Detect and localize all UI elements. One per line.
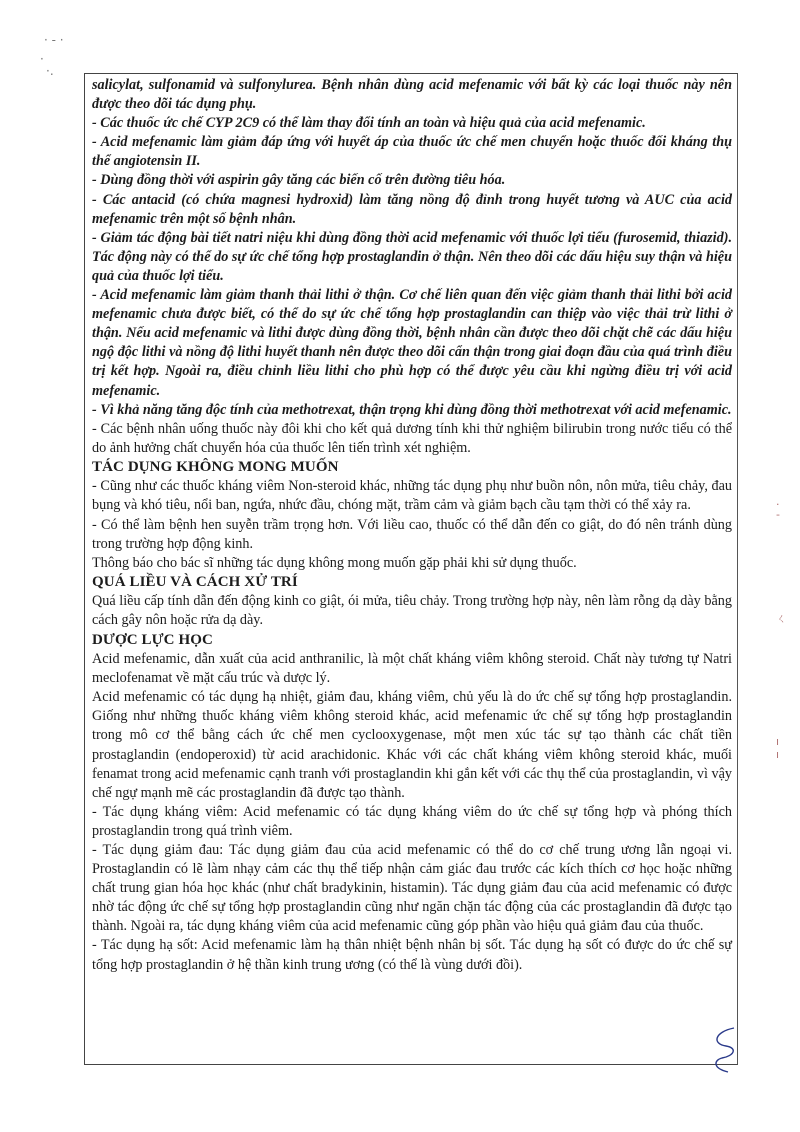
- paragraph: - Cũng như các thuốc kháng viêm Non-steroid khác, những tác dụng phụ như buồn nôn, nôn mửa, tiêu chảy, đau bụng và khó tiêu, nổi ban, ngứa, nhức đầu, chóng mặt, trầm cảm và giảm bạch cầu tạm thời có thể xảy ra.: [92, 478, 732, 514]
- paragraph: - Tác dụng kháng viêm: Acid mefenamic có tác dụng kháng viêm do ức chế sự tổng hợp và phóng thích prostaglandin trong quá trình viêm.: [92, 803, 732, 839]
- scan-speck: · ‐ ·: [44, 33, 64, 47]
- interaction-item: - Dùng đồng thời với aspirin gây tăng các biến cố trên đường tiêu hóa.: [92, 172, 506, 189]
- section-heading: TÁC DỤNG KHÔNG MONG MUỐN: [92, 458, 339, 475]
- scan-speck: ·.: [46, 64, 54, 78]
- margin-stamp-fragment: . ‐: [776, 495, 780, 521]
- interaction-item: - Acid mefenamic làm giảm đáp ứng với huyết áp của thuốc ức chế men chuyển hoặc thuốc đối kháng thụ thể angiotensin II.: [92, 134, 732, 170]
- scan-speck: ·: [40, 52, 44, 66]
- interaction-item: - Giảm tác động bài tiết natri niệu khi dùng đồng thời acid mefenamic với thuốc lợi tiểu (furosemid, thiazid). Tác động này có thể do sự ức chế tổng hợp prostaglandin ở thận. Nên theo dõi các dấu hiệu suy thận và hiệu quả của thuốc lợi tiểu.: [92, 229, 732, 284]
- signature-mark: [704, 1024, 744, 1074]
- document-body: [92, 76, 732, 975]
- interaction-item: - Các thuốc ức chế CYP 2C9 có thể làm thay đổi tính an toàn và hiệu quả của acid mefenamic.: [92, 115, 646, 132]
- paragraph: Thông báo cho bác sĩ những tác dụng không mong muốn gặp phải khi sử dụng thuốc.: [92, 554, 577, 571]
- paragraph: - Tác dụng giảm đau: Tác dụng giảm đau của acid mefenamic có thể do cơ chế trung ương lẫn ngoại vi. Prostaglandin có lẽ làm nhạy cảm các thụ thể tiếp nhận cảm giác đau trước các kích thích cơ học hoặc những chất trung gian hóa học khác (như chất bradykinin, histamin). Tác dụng giảm đau của acid mefenamic có được nhờ tác động ức chế sự tổng hợp prostaglandin cũng như ngăn chặn tác động của các prostaglandin đã được tạo thành. Ngoài ra, tác dụng kháng viêm của acid mefenamic cũng góp phần vào hiệu quả giảm đau của thuốc.: [92, 841, 732, 935]
- paragraph: Acid mefenamic, dẫn xuất của acid anthranilic, là một chất kháng viêm không steroid. Chất này tương tự Natri meclofenamat về mặt cấu trúc và dược lý.: [92, 651, 732, 687]
- paragraph: - Các bệnh nhân uống thuốc này đôi khi cho kết quả dương tính khi thử nghiệm bilirubin trong nước tiểu có thể do ảnh hưởng chất chuyển hóa của thuốc lên tiến trình xét nghiệm.: [92, 420, 732, 456]
- margin-stamp-fragment: ı ı: [776, 735, 780, 761]
- interaction-item: - Vì khả năng tăng độc tính của methotrexat, thận trọng khi dùng đồng thời methotrexat với acid mefenamic.: [92, 401, 732, 418]
- interaction-item: - Acid mefenamic làm giảm thanh thải lithi ở thận. Cơ chế liên quan đến việc giảm thanh thải lithi bởi acid mefenamic chưa được biết, có thể do sự ức chế tổng hợp prostaglandin can thiệp vào việc thải trừ lithi ở thận. Nếu acid mefenamic và lithi được dùng đồng thời, bệnh nhân cần được theo dõi chặt chẽ các dấu hiệu ngộ độc lithi và nồng độ lithi huyết thanh nên được theo dõi cẩn thận trong giai đoạn đầu của quá trình điều trị kết hợp. Ngoài ra, điều chỉnh liều lithi cho phù hợp có thể được yêu cầu khi ngừng điều trị với acid mefenamic.: [92, 287, 732, 399]
- interaction-item: - Các antacid (có chứa magnesi hydroxid) làm tăng nồng độ đỉnh trong huyết tương và AUC của acid mefenamic trên một số bệnh nhân.: [92, 191, 732, 227]
- interaction-item: salicylat, sulfonamid và sulfonylurea. Bệnh nhân dùng acid mefenamic với bất kỳ các loại thuốc này nên được theo dõi tác dụng phụ.: [92, 77, 732, 113]
- margin-stamp-fragment: ㄑ: [776, 612, 787, 625]
- paragraph: Acid mefenamic có tác dụng hạ nhiệt, giảm đau, kháng viêm, chủ yếu là do ức chế sự tổng hợp prostaglandin. Giống như những thuốc kháng viêm không steroid khác, acid mefenamic ức chế sự tổng hợp prostaglandin trong mô cơ thể bằng cách ức chế men cyclooxygenase, một men xúc tác sự tạo thành các chất tiền prostaglandin (endoperoxid) từ acid arachidonic. Khác với các chất kháng viêm không steroid khác, muối fenamat trong acid mefenamic cạnh tranh với prostaglandin khi gắn kết với các thụ thể của prostaglandin, vì vậy chế ngự mạnh mẽ các prostaglandin đã được tạo thành.: [92, 689, 732, 801]
- paragraph: Quá liều cấp tính dẫn đến động kinh co giật, ói mửa, tiêu chảy. Trong trường hợp này, nên làm rỗng dạ dày bằng cách gây nôn hoặc rửa dạ dày.: [92, 593, 732, 629]
- section-heading: DƯỢC LỰC HỌC: [92, 631, 213, 648]
- paragraph: - Có thể làm bệnh hen suyễn trầm trọng hơn. Với liều cao, thuốc có thể dẫn đến co giật, do đó nên tránh dùng trong trường hợp động kinh.: [92, 516, 732, 552]
- section-heading: QUÁ LIỀU VÀ CÁCH XỬ TRÍ: [92, 573, 298, 590]
- paragraph: - Tác dụng hạ sốt: Acid mefenamic làm hạ thân nhiệt bệnh nhân bị sốt. Tác dụng hạ sốt có được do ức chế sự tổng hợp prostaglandin ở hệ thần kinh trung ương (có thể là vùng dưới đồi).: [92, 937, 732, 973]
